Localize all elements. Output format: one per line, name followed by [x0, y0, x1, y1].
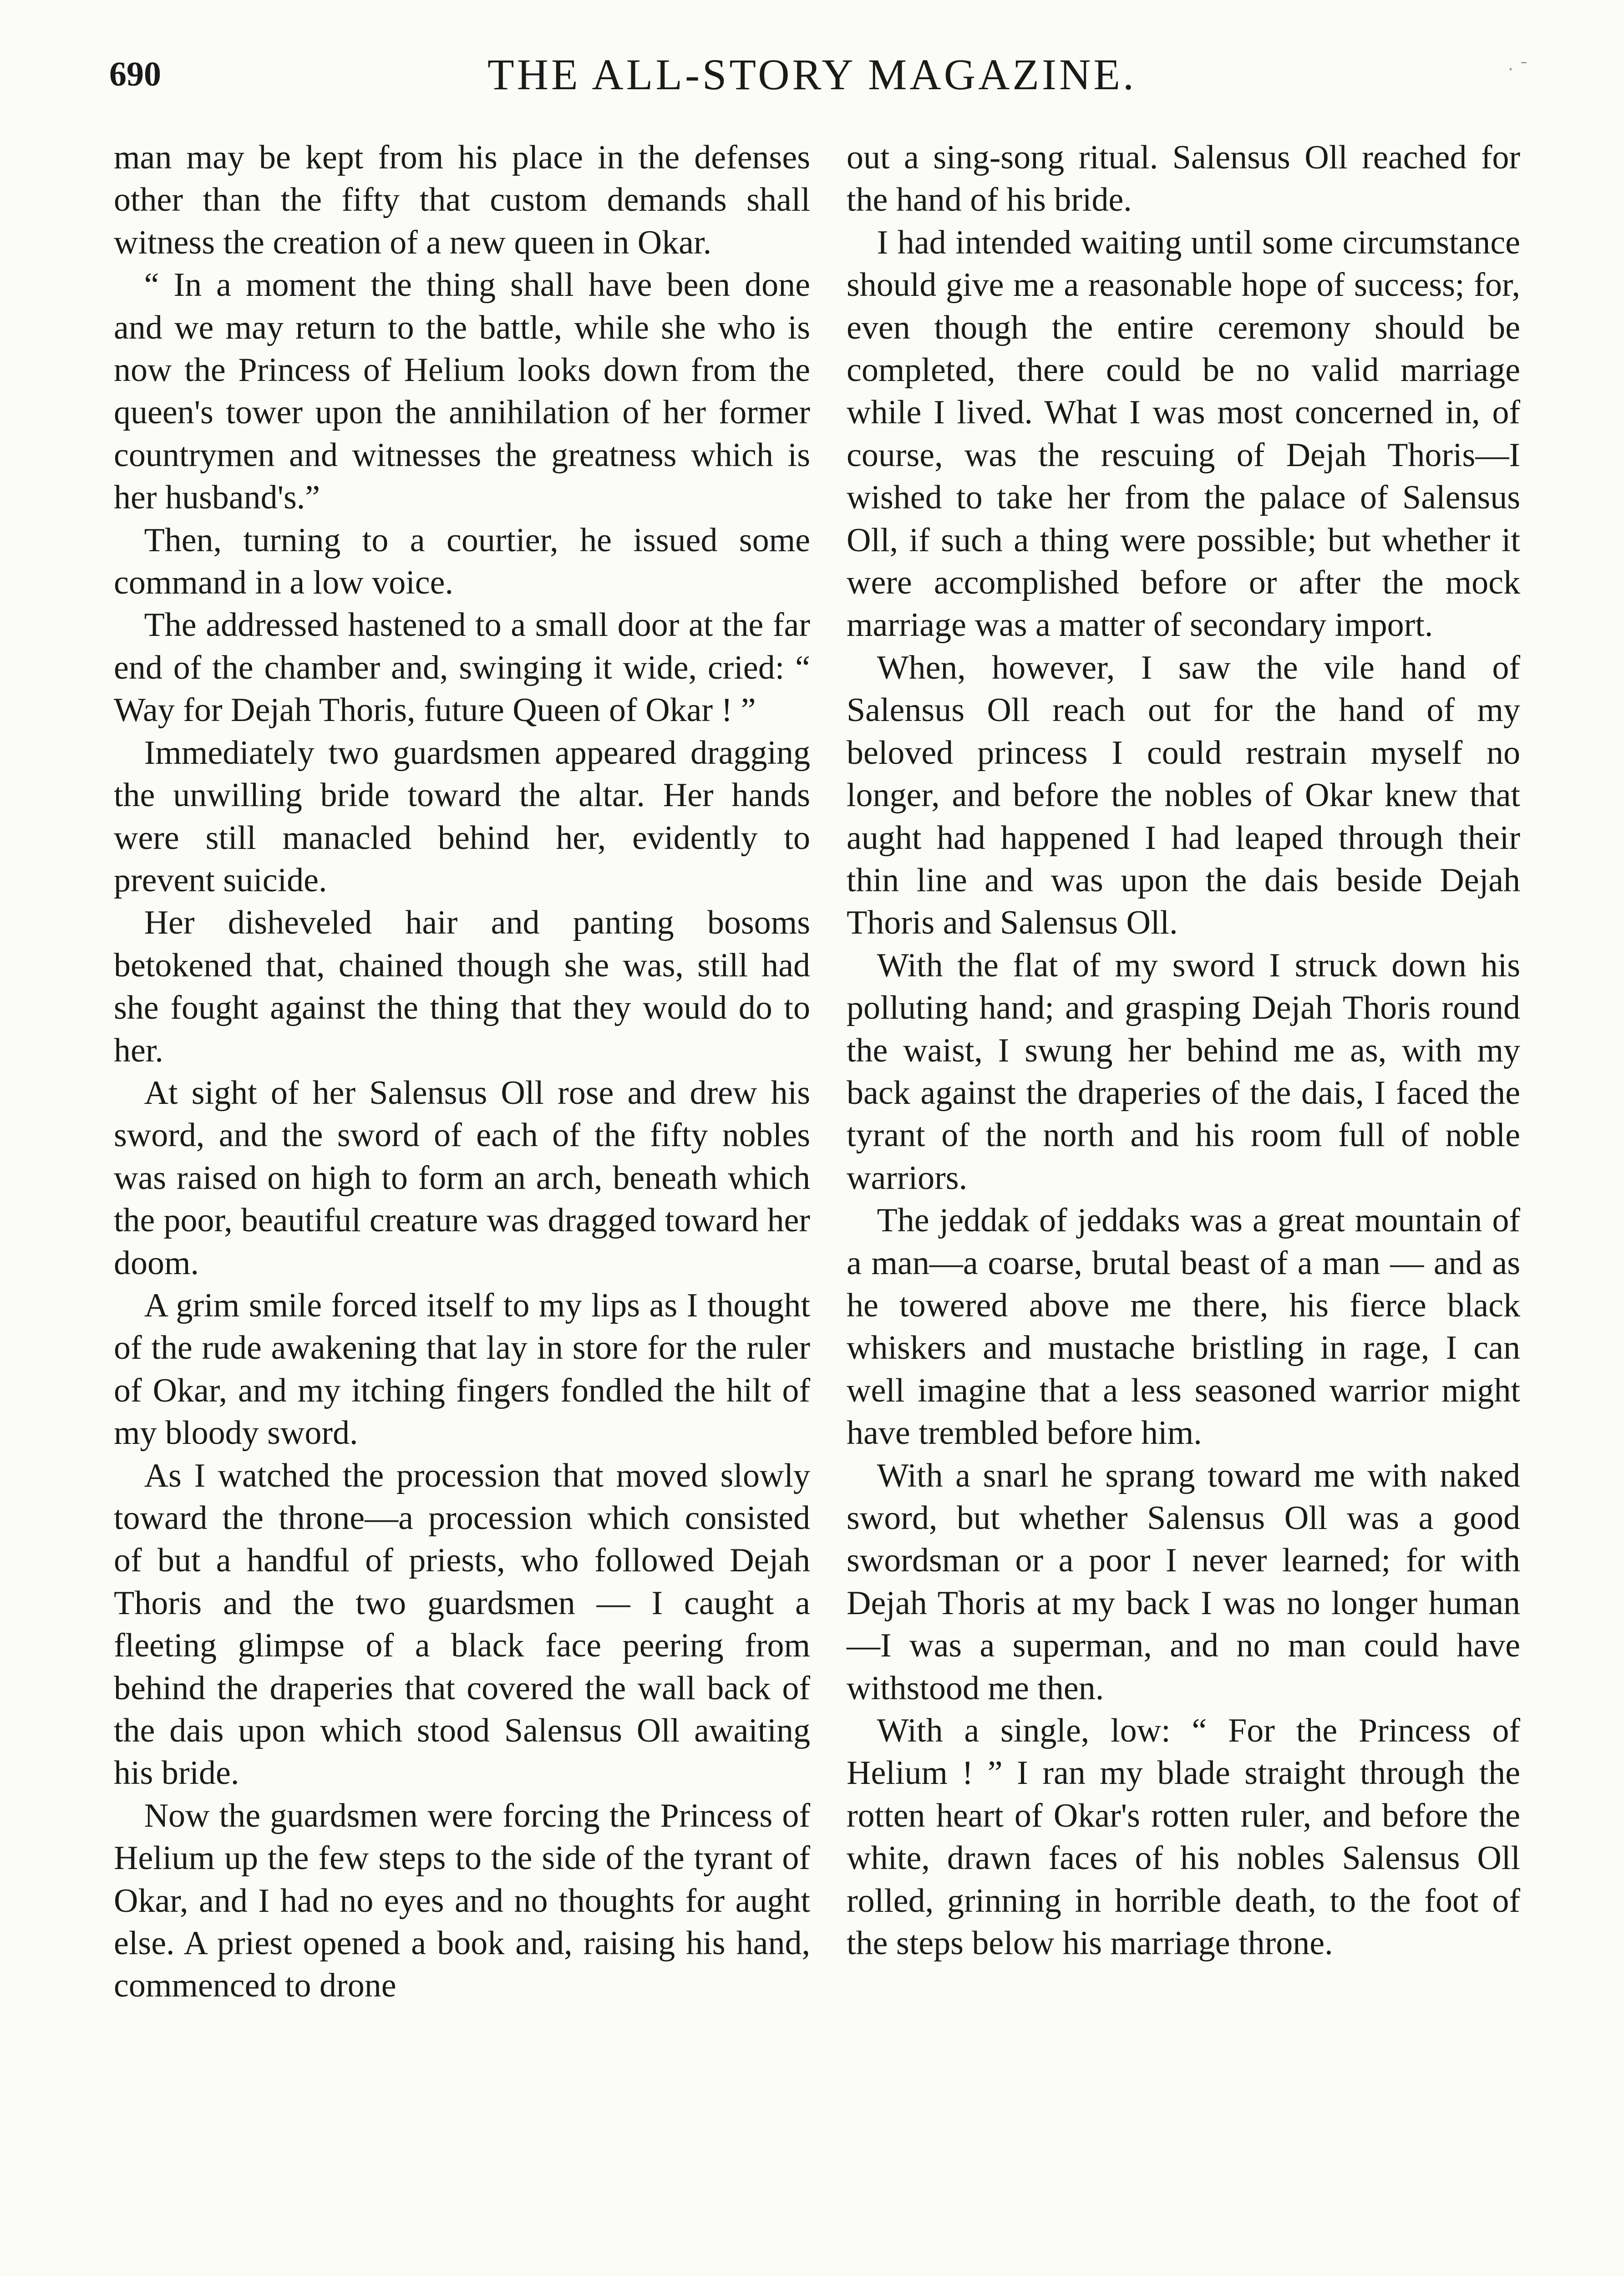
paragraph: The addressed hastened to a small door at the far end of the chamber and, swinging it wide, cried: “ Way for Dejah Thoris, future Queen of Okar ! ” — [114, 606, 810, 729]
right-column — [847, 137, 1520, 1965]
page-number: 690 — [109, 55, 161, 93]
paragraph: out a sing-song ritual. Salensus Oll reached for the hand of his bride. — [847, 139, 1520, 219]
paragraph: With the flat of my sword I struck down his polluting hand; and grasping Dejah Thoris round the waist, I swung her behind me as, with my back against the draperies of the dais, I faced the tyrant of the north and his room full of noble warriors. — [847, 946, 1520, 1197]
paragraph: Immediately two guardsmen appeared dragging the unwilling bride toward the altar. Her hands were still manacled behind her, evidently to prevent suicide. — [114, 734, 810, 899]
paragraph: I had intended waiting until some circumstance should give me a reasonable hope of success; for, even though the entire ceremony should be completed, there could be no valid marriage while I lived. What I was most concerned in, of course, was the rescuing of Dejah Thoris—I wished to take her from the palace of Salensus Oll, if such a thing were possible; but whether it were accomplished before or after the mock marriage was a matter of secondary import. — [847, 224, 1520, 644]
paragraph: The jeddak of jeddaks was a great mountain of a man—a coarse, brutal beast of a man — and as he towered above me there, his fierce black whiskers and mustache bristling in rage, I can well imagine that a less seasoned warrior might have trembled before him. — [847, 1202, 1520, 1452]
left-column — [114, 137, 810, 2007]
paragraph: A grim smile forced itself to my lips as I thought of the rude awakening that lay in store for the ruler of Okar, and my itching fingers fondled the hilt of my bloody sword. — [114, 1286, 810, 1452]
paragraph: As I watched the procession that moved slowly toward the throne—a procession which consisted of but a handful of priests, who followed Dejah Thoris and the two guardsmen — I caught a fleeting glimpse of a black face peering from behind the draperies that covered the wall back of the dais upon which stood Salensus Oll awaiting his bride. — [114, 1457, 810, 1792]
paragraph: Now the guardsmen were forcing the Princess of Helium up the few steps to the side of the tyrant of Okar, and I had no eyes and no thoughts for aught else. A priest opened a book and, raising his hand, commenced to drone — [114, 1797, 810, 2005]
paragraph: With a snarl he sprang toward me with naked sword, but whether Salensus Oll was a good swordsman or a poor I never learned; for with Dejah Thoris at my back I was no longer human—I was a superman, and no man could have withstood me then. — [847, 1457, 1520, 1707]
corner-speck: · ˉ — [1507, 59, 1528, 80]
running-head: THE ALL-STORY MAGAZINE. — [487, 50, 1137, 99]
paragraph: When, however, I saw the vile hand of Salensus Oll reach out for the hand of my beloved princess I could restrain myself no longer, and before the nobles of Okar knew that aught had happened I had leaped through their thin line and was upon the dais beside Dejah Thoris and Salensus Oll. — [847, 649, 1520, 942]
paragraph: At sight of her Salensus Oll rose and drew his sword, and the sword of each of the fifty nobles was raised on high to form an arch, beneath which the poor, beautiful creature was dragged toward her doom. — [114, 1074, 810, 1282]
paragraph: Then, turning to a courtier, he issued some command in a low voice. — [114, 521, 810, 602]
paragraph: Her disheveled hair and panting bosoms betokened that, chained though she was, still had she fought against the thing that they would do to her. — [114, 904, 810, 1069]
paragraph: man may be kept from his place in the defenses other than the fifty that custom demands shall witness the creation of a new queen in Okar. — [114, 139, 810, 261]
paragraph: With a single, low: “ For the Princess of Helium ! ” I ran my blade straight through the rotten heart of Okar's rotten ruler, and before the white, drawn faces of his nobles Salensus Oll rolled, grinning in horrible death, to the foot of the steps below his marriage throne. — [847, 1712, 1520, 1962]
paragraph: “ In a moment the thing shall have been done and we may return to the battle, while she who is now the Princess of Helium looks down from the queen's tower upon the annihilation of her former countrymen and witnesses the greatness which is her husband's.” — [114, 266, 810, 517]
